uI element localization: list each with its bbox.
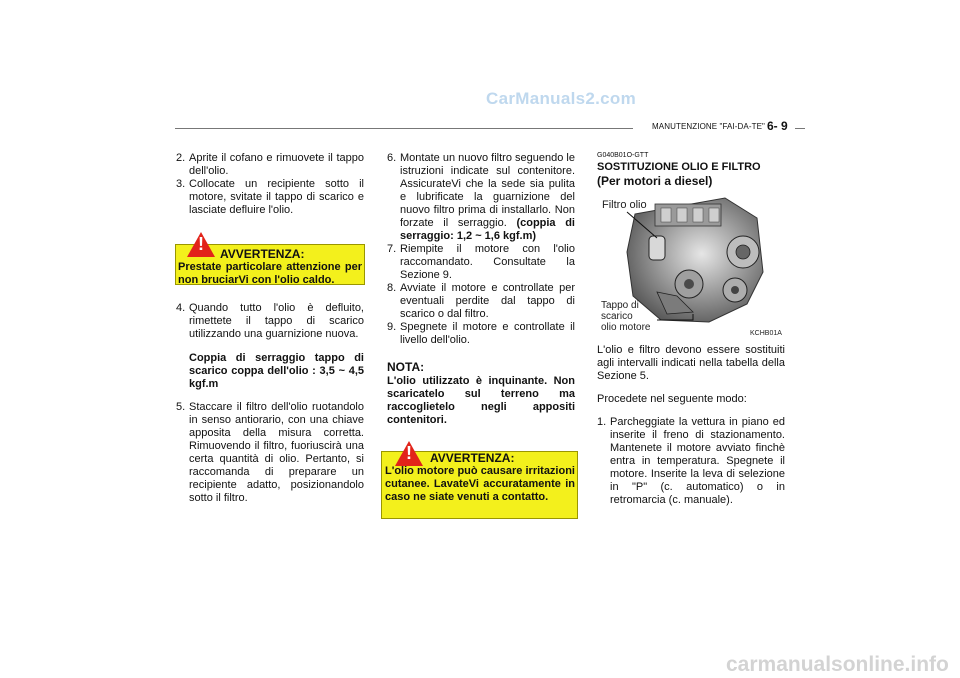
section-code: G040B01O-GTT [597,152,649,159]
step-number: 1. [597,416,607,428]
step-7 [387,243,575,282]
step-8 [387,282,575,321]
step-number: 8. [387,282,397,294]
step-1 [597,416,785,507]
warning-title: AVVERTENZA: [430,451,515,465]
note-title: NOTA: [387,360,425,374]
label-drain-plug-line2: scarico [601,311,633,322]
column-left [176,152,364,217]
step-text: Aprite il cofano e rimuovete il tappo dell'olio. [189,152,364,177]
watermark-top: CarManuals2.com [486,89,636,108]
intro-paragraph: L'olio e filtro devono essere sostituiti agli intervalli indicati nella tabella della Sezione 5. [597,344,785,382]
step-text: Avviate il motore e controllate per eventuali perdite dal tappo di scarico o dal filtro. [400,282,575,320]
column-middle [387,152,575,427]
step-number: 4. [176,302,186,314]
label-drain-plug-line1: Tappo di [601,300,639,311]
column-right [597,344,785,507]
page-number: 6- 9 [767,119,788,133]
torque-spec-drain-plug: Coppia di serraggio tappo di scarico coppa dell'olio : 3,5 ~ 4,5 kgf.m [189,352,364,390]
label-drain-plug-line3: olio motore [601,322,651,333]
step-text: Quando tutto l'olio è defluito, rimettete il tappo di scarico utilizzando una guarnizione nuova. [189,302,364,340]
warning-title: AVVERTENZA: [220,247,305,261]
step-4 [176,302,364,341]
step-number: 9. [387,321,397,333]
step-5 [176,401,364,505]
step-9 [387,321,575,347]
exclamation-icon: ! [406,443,412,463]
torque-spec-filter: (coppia di serraggio: 1,2 ~ 1,6 kgf.m) [400,217,575,242]
warning-box-burn [175,234,365,286]
header-rule-end [795,128,805,129]
step-text: Riempite il motore con l'olio raccomandato. Consultate la Sezione 9. [400,243,575,281]
step-text: Collocate un recipiente sotto il motore, svitate il tappo di scarico e lasciate defluire l'olio. [189,178,364,216]
step-6 [387,152,575,243]
step-number: 6. [387,152,397,164]
step-number: 2. [176,152,186,164]
step-text: Parcheggiate la vettura in piano ed inserite il freno di stazionamento. Mantenete il motore avviato finchè entra in temperatura. Spegnete il motore. Inserite la leva di selezione in "P" (c. automatico) o in retromarcia (c. manuale). [610,416,785,506]
section-title: SOSTITUZIONE OLIO E FILTRO [597,161,761,173]
exclamation-icon: ! [198,234,204,254]
step-2 [176,152,364,178]
note-text: L'olio utilizzato è inquinante. Non scaricatelo sul terreno ma raccoglietelo negli appositi contenitori. [387,375,575,426]
header-rule [175,128,633,129]
warning-box-skin [381,443,578,519]
header-section-title: MANUTENZIONE "FAI-DA-TE" [652,122,765,131]
section-subtitle: (Per motori a diesel) [597,174,713,188]
figure-code: KCHB01A [750,330,782,337]
watermark-bottom: carmanualsonline.info [726,653,949,676]
warning-text: Prestate particolare attenzione per non bruciarVi con l'olio caldo. [178,261,362,286]
step-number: 7. [387,243,397,255]
step-text: Spegnete il motore e controllate il livello dell'olio. [400,321,575,346]
column-left-lower [176,302,364,505]
step-number: 5. [176,401,186,413]
step-3 [176,178,364,217]
step-number: 3. [176,178,186,190]
step-text: Montate un nuovo filtro seguendo le istruzioni indicate sul contenitore. AssicurateVi che la sede sia pulita e lubrificate la guarnizione del nuovo filtro prima di installarlo. Non forzate il serraggio. [400,152,575,229]
engine-figure [597,192,783,340]
procedure-intro: Procedete nel seguente modo: [597,393,747,405]
label-oil-filter: Filtro olio [602,199,647,211]
warning-text: L'olio motore può causare irritazioni cutanee. LavateVi accuratamente in caso ne siate venuti a contatto. [385,465,575,503]
step-text: Staccare il filtro dell'olio ruotandolo in senso antiorario, con una chiave apposita della misura corretta. Rimuovendo il filtro, fuoriuscirà una certa quantità di olio. Pertanto, si raccomanda di preparare un recipiente adatto, posizionandolo sotto il filtro. [189,401,364,504]
